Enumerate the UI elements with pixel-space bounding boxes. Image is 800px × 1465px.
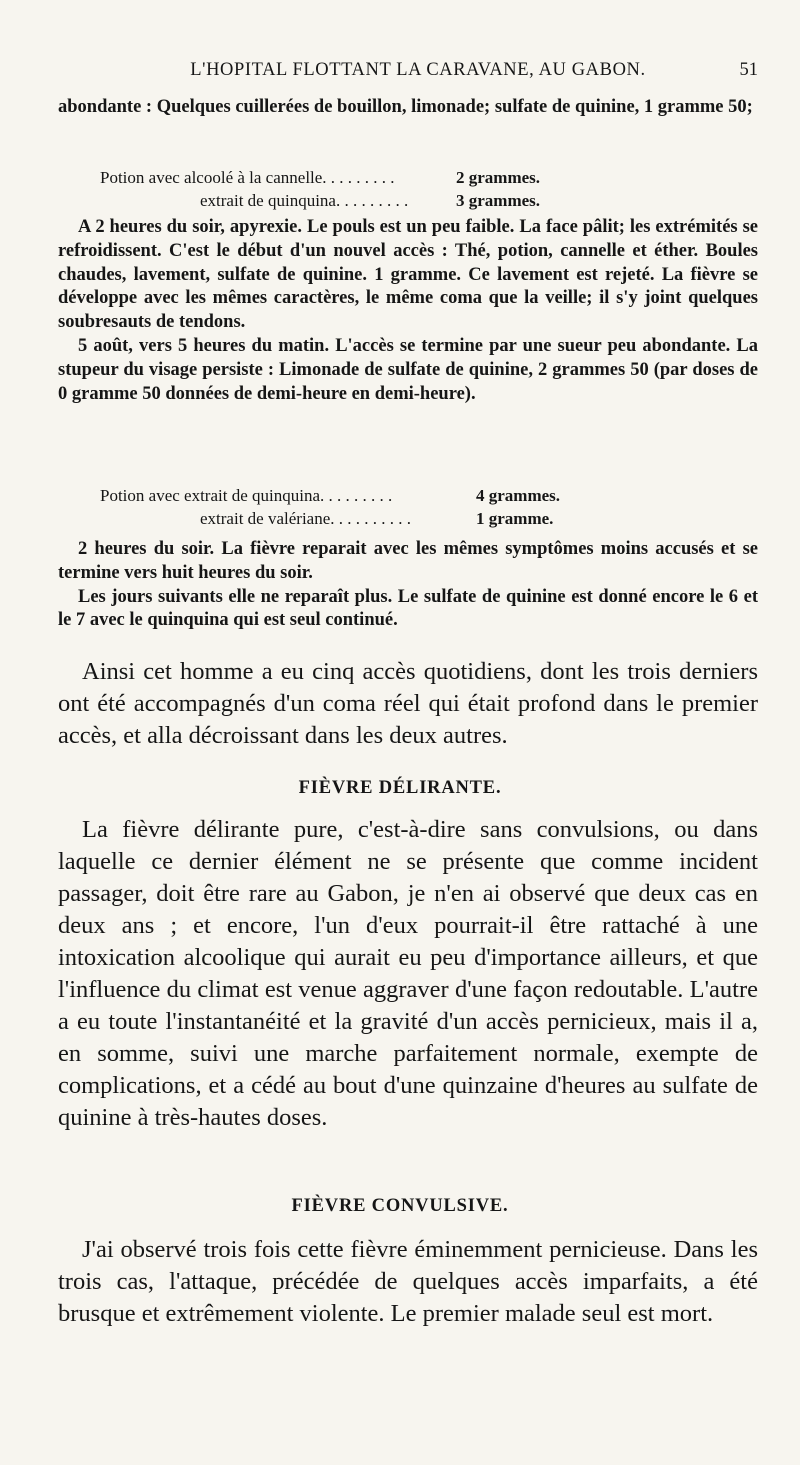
paragraph-block [58, 656, 758, 752]
formula-quantity: 4 grammes. [476, 486, 561, 505]
paragraph-block [58, 1234, 758, 1330]
formula-quantity: 3 grammes. [456, 191, 541, 210]
paragraph: abondante : Quelques cuillerées de bouillon, limonade; sulfate de quinine, 1 gramme 50; [58, 97, 753, 117]
paragraph: 5 août, vers 5 heures du matin. L'accès se termine par une sueur peu abondante. La stupeur du visage persiste : Limonade de sulfate de quinine, 2 grammes 50 (par doses de 0 gramme 50 données de demi-heure en demi-heure). [58, 335, 758, 404]
paragraph-block [58, 538, 758, 633]
formula-label: Potion avec alcoolé à la cannelle. . . . . . . . . [100, 168, 395, 187]
prescription-formula [100, 484, 586, 530]
formula-row [100, 166, 566, 189]
formula-row [100, 484, 586, 507]
formula-label: Potion avec extrait de quinquina. . . . . . . . . [100, 486, 393, 505]
formula-quantity: 2 grammes. [456, 168, 541, 187]
paragraph-block [58, 814, 758, 1134]
section-heading: FIÈVRE DÉLIRANTE. [298, 778, 502, 798]
prescription-formula [100, 166, 566, 212]
paragraph: La fièvre délirante pure, c'est-à-dire sans convulsions, ou dans laquelle ce dernier élément ne se présente que comme incident passager, doit être rare au Gabon, je n'en ai observé que deux cas en deux ans ; et encore, l'un d'eux pourrait-il être rattaché à une intoxication alcoolique qui aurait eu peu d'importance ailleurs, et que l'influence du climat est venue aggraver d'une façon redoutable. L'autre a eu toute l'instantanéité et la gravité d'un accès pernicieux, mais il a, en somme, suivi une marche parfaitement normale, exempte de complications, et a cédé au bout d'une quinzaine d'heures au sulfate de quinine à très-hautes doses. [58, 816, 758, 1131]
paragraph: J'ai observé trois fois cette fièvre éminemment pernicieuse. Dans les trois cas, l'attaque, précédée de quelques accès imparfaits, a été brusque et extrêmement violente. Le premier malade seul est mort. [58, 1236, 758, 1327]
paragraph: 2 heures du soir. La fièvre reparait avec les mêmes symptômes moins accusés et se termine vers huit heures du soir. [58, 539, 758, 583]
paragraph: A 2 heures du soir, apyrexie. Le pouls est un peu faible. La face pâlit; les extrémités se refroidissent. C'est le début d'un nouvel accès : Thé, potion, cannelle et éther. Boules chaudes, lavement, sulfate de quinine. 1 gramme. Ce lavement est rejeté. La fièvre se développe avec les mêmes caractères, le même coma que la veille; il s'y joint quelques soubresauts de tendons. [58, 217, 758, 333]
formula-row [100, 507, 586, 530]
formula-quantity: 1 gramme. [476, 509, 554, 528]
page-header [58, 60, 758, 90]
formula-label: extrait de valériane. . . . . . . . . . [200, 509, 412, 528]
paragraph-block [58, 96, 758, 120]
formula-row [100, 189, 566, 212]
page-number: 51 [739, 60, 758, 80]
paragraph: Les jours suivants elle ne reparaît plus. Le sulfate de quinine est donné encore le 6 et le 7 avec le quinquina qui est seul continué. [58, 586, 758, 631]
running-title: L'HOPITAL FLOTTANT LA CARAVANE, AU GABON. [190, 60, 646, 80]
formula-label: extrait de quinquina. . . . . . . . . [200, 191, 409, 210]
paragraph-block [58, 216, 758, 406]
paragraph: Ainsi cet homme a eu cinq accès quotidiens, dont les trois derniers ont été accompagnés d'un coma réel qui était profond dans le premier accès, et alla décroissant dans les deux autres. [58, 658, 758, 749]
section-heading: FIÈVRE CONVULSIVE. [291, 1196, 509, 1216]
